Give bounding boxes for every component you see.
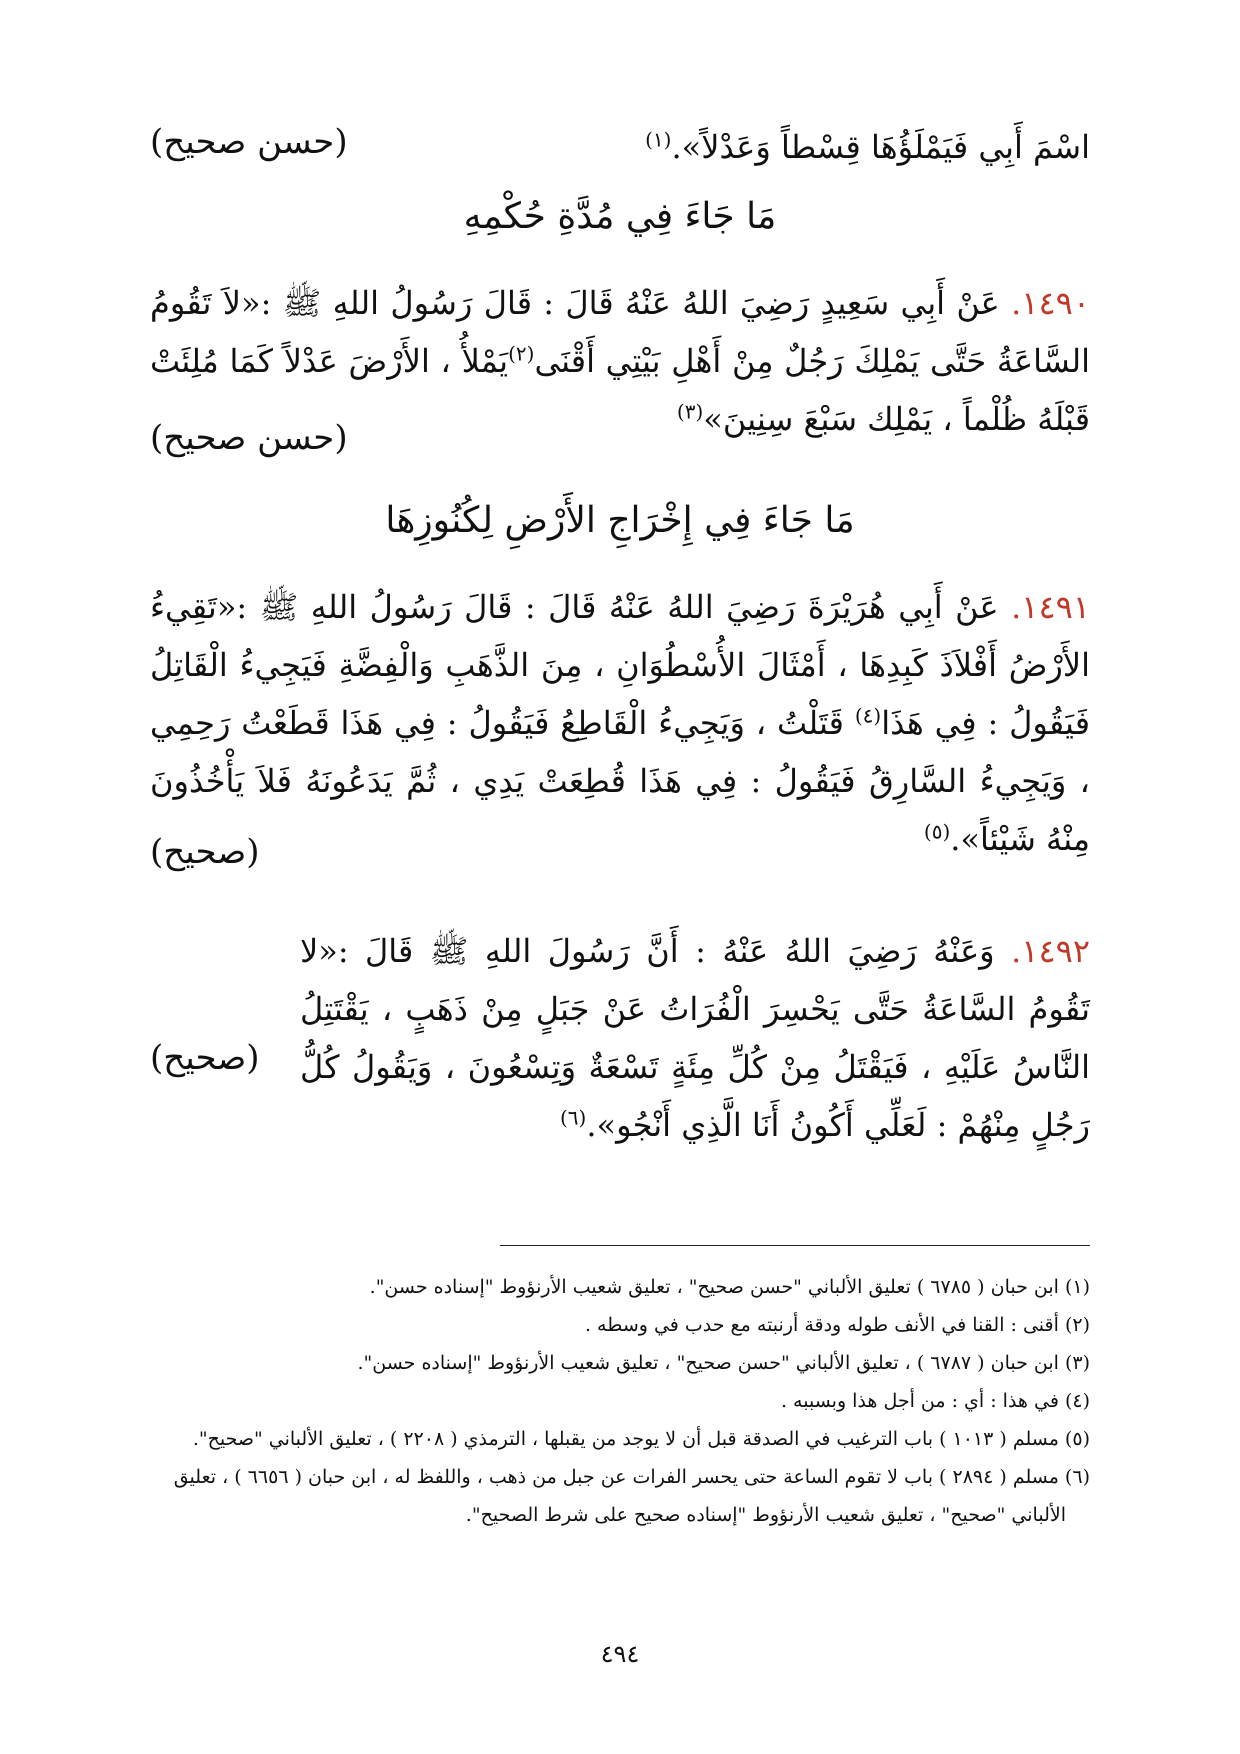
hadith-text: قَتَلْتُ ، وَيَجِيءُ الْقَاطِعُ فَيَقُولُ : فِي هَذَا قَطَعْتُ رَحِمِي ، وَيَجِيءُ السَّارِقُ فَيَقُولُ : فِي هَذَا قُطِعَتْ يَدِي ، ثُمَّ يَدَعُونَهُ فَلاَ يَأْخُذُونَ مِنْهُ شَيْئاً». — [150, 704, 1091, 858]
grade-label: (حسن صحيح) — [150, 122, 348, 162]
hadith-number: ١٤٩١. — [1011, 588, 1091, 626]
footnote-ref: (١) — [645, 127, 672, 152]
hadith-number: ١٤٩٢. — [1011, 932, 1091, 970]
page-number: ٤٩٤ — [600, 1640, 640, 1668]
footnotes — [150, 1268, 1090, 1534]
hadith-text: وَعَنْهُ رَضِيَ اللهُ عَنْهُ : أَنَّ رَسُولَ اللهِ ﷺ قَالَ :«لا تَقُومُ السَّاعَةُ حَتَّى يَحْسِرَ الْفُرَاتُ عَنْ جَبَلٍ مِنْ ذَهَبٍ ، يَقْتَتِلُ النَّاسُ عَلَيْهِ ، فَيَقْتَلُ مِنْ كُلِّ مِئَةٍ تَسْعَةٌ وَتِسْعُونَ ، وَيَقُولُ كُلُّ رَجُلٍ مِنْهُمْ : لَعَلِّي أَكُونُ أَنَا الَّذِي أَنْجُو». — [300, 932, 1090, 1144]
footnote-ref: (٦) — [559, 1105, 587, 1130]
hadith-1492 — [300, 922, 1091, 1144]
footnote-2: (٢) أقنى : القنا في الأنف طوله ودقة أرنبته مع حدب في وسطه . — [584, 1314, 1090, 1336]
footnote-1: (١) ابن حبان ( ٦٧٨٥ ) تعليق الألباني "حسن صحيح" ، تعليق شعيب الأرنؤوط "إسناده حسن". — [369, 1276, 1090, 1298]
footnote-3: (٣) ابن حبان ( ٦٧٨٧ ) ، تعليق الألباني "حسن صحيح" ، تعليق شعيب الأرنؤوط "إسناده حسن". — [357, 1352, 1090, 1374]
hadith-text: عَنْ أَبِي هُرَيْرَةَ رَضِيَ اللهُ عَنْهُ قَالَ : قَالَ رَسُولُ اللهِ ﷺ :«تَقِيءُ الأَرْضُ أَفْلاَذَ كَبِدِهَا ، أَمْثَالَ الأُسْطُوَانِ ، مِنَ الذَّهَبِ وَالْفِضَّةِ فَيَجِيءُ الْقَاتِلُ فَيَقُولُ : فِي هَذَا — [150, 588, 1091, 742]
grade-label: (صحيح) — [150, 832, 260, 872]
footnote-5: (٥) مسلم ( ١٠١٣ ) باب الترغيب في الصدقة قبل أن لا يوجد من يقبلها ، الترمذي ( ٢٢٠٨ ) ، تعليق الألباني "صحيح". — [192, 1428, 1090, 1450]
footnote-ref: (٢) — [508, 341, 535, 366]
footnote-6-continued: الألباني "صحيح" ، تعليق شعيب الأرنؤوط "إسناده صحيح على شرط الصحيح". — [465, 1504, 1066, 1526]
hadith-number: ١٤٩٠. — [1011, 284, 1091, 322]
hadith-text: يَمْلأُ ، الأَرْضَ عَدْلاً كَمَا مُلِئَتْ قَبْلَهُ ظُلْماً ، يَمْلِك سَبْعَ سِنِينَ» — [150, 342, 1090, 438]
footnote-ref: (٣) — [676, 399, 704, 424]
continued-text — [645, 118, 1090, 176]
footnote-6: (٦) مسلم ( ٢٨٩٤ ) باب لا تقوم الساعة حتى يحسر الفرات عن جبل من ذهب ، واللفظ له ، ابن حبان ( ٦٦٥٦ ) ، تعليق — [173, 1466, 1090, 1488]
section-heading: مَا جَاءَ فِي مُدَّةِ حُكْمِهِ — [463, 196, 777, 237]
grade-label: (حسن صحيح) — [150, 418, 348, 458]
hadith-text: عَنْ أَبِي سَعِيدٍ رَضِيَ اللهُ عَنْهُ قَالَ : قَالَ رَسُولُ اللهِ ﷺ :«لاَ تَقُومُ السَّاعَةُ حَتَّى يَمْلِكَ رَجُلٌ مِنْ أَهْلِ بَيْتِي أَقْنَى — [150, 284, 1090, 380]
footnote-ref: (٤) — [854, 703, 882, 728]
footnote-ref: (٥) — [923, 819, 951, 844]
grade-label: (صحيح) — [150, 1038, 260, 1078]
continued-text-body: اسْمَ أَبِي فَيَمْلَؤُهَا قِسْطاً وَعَدْلاً». — [671, 128, 1090, 166]
hadith-1491 — [150, 578, 1090, 878]
section-heading: مَا جَاءَ فِي إِخْرَاجِ الأَرْضِ لِكُنُوزِهَا — [385, 500, 855, 541]
footnote-separator — [500, 1245, 1090, 1246]
footnote-4: (٤) في هذا : أي : من أجل هذا وبسببه . — [780, 1390, 1090, 1412]
